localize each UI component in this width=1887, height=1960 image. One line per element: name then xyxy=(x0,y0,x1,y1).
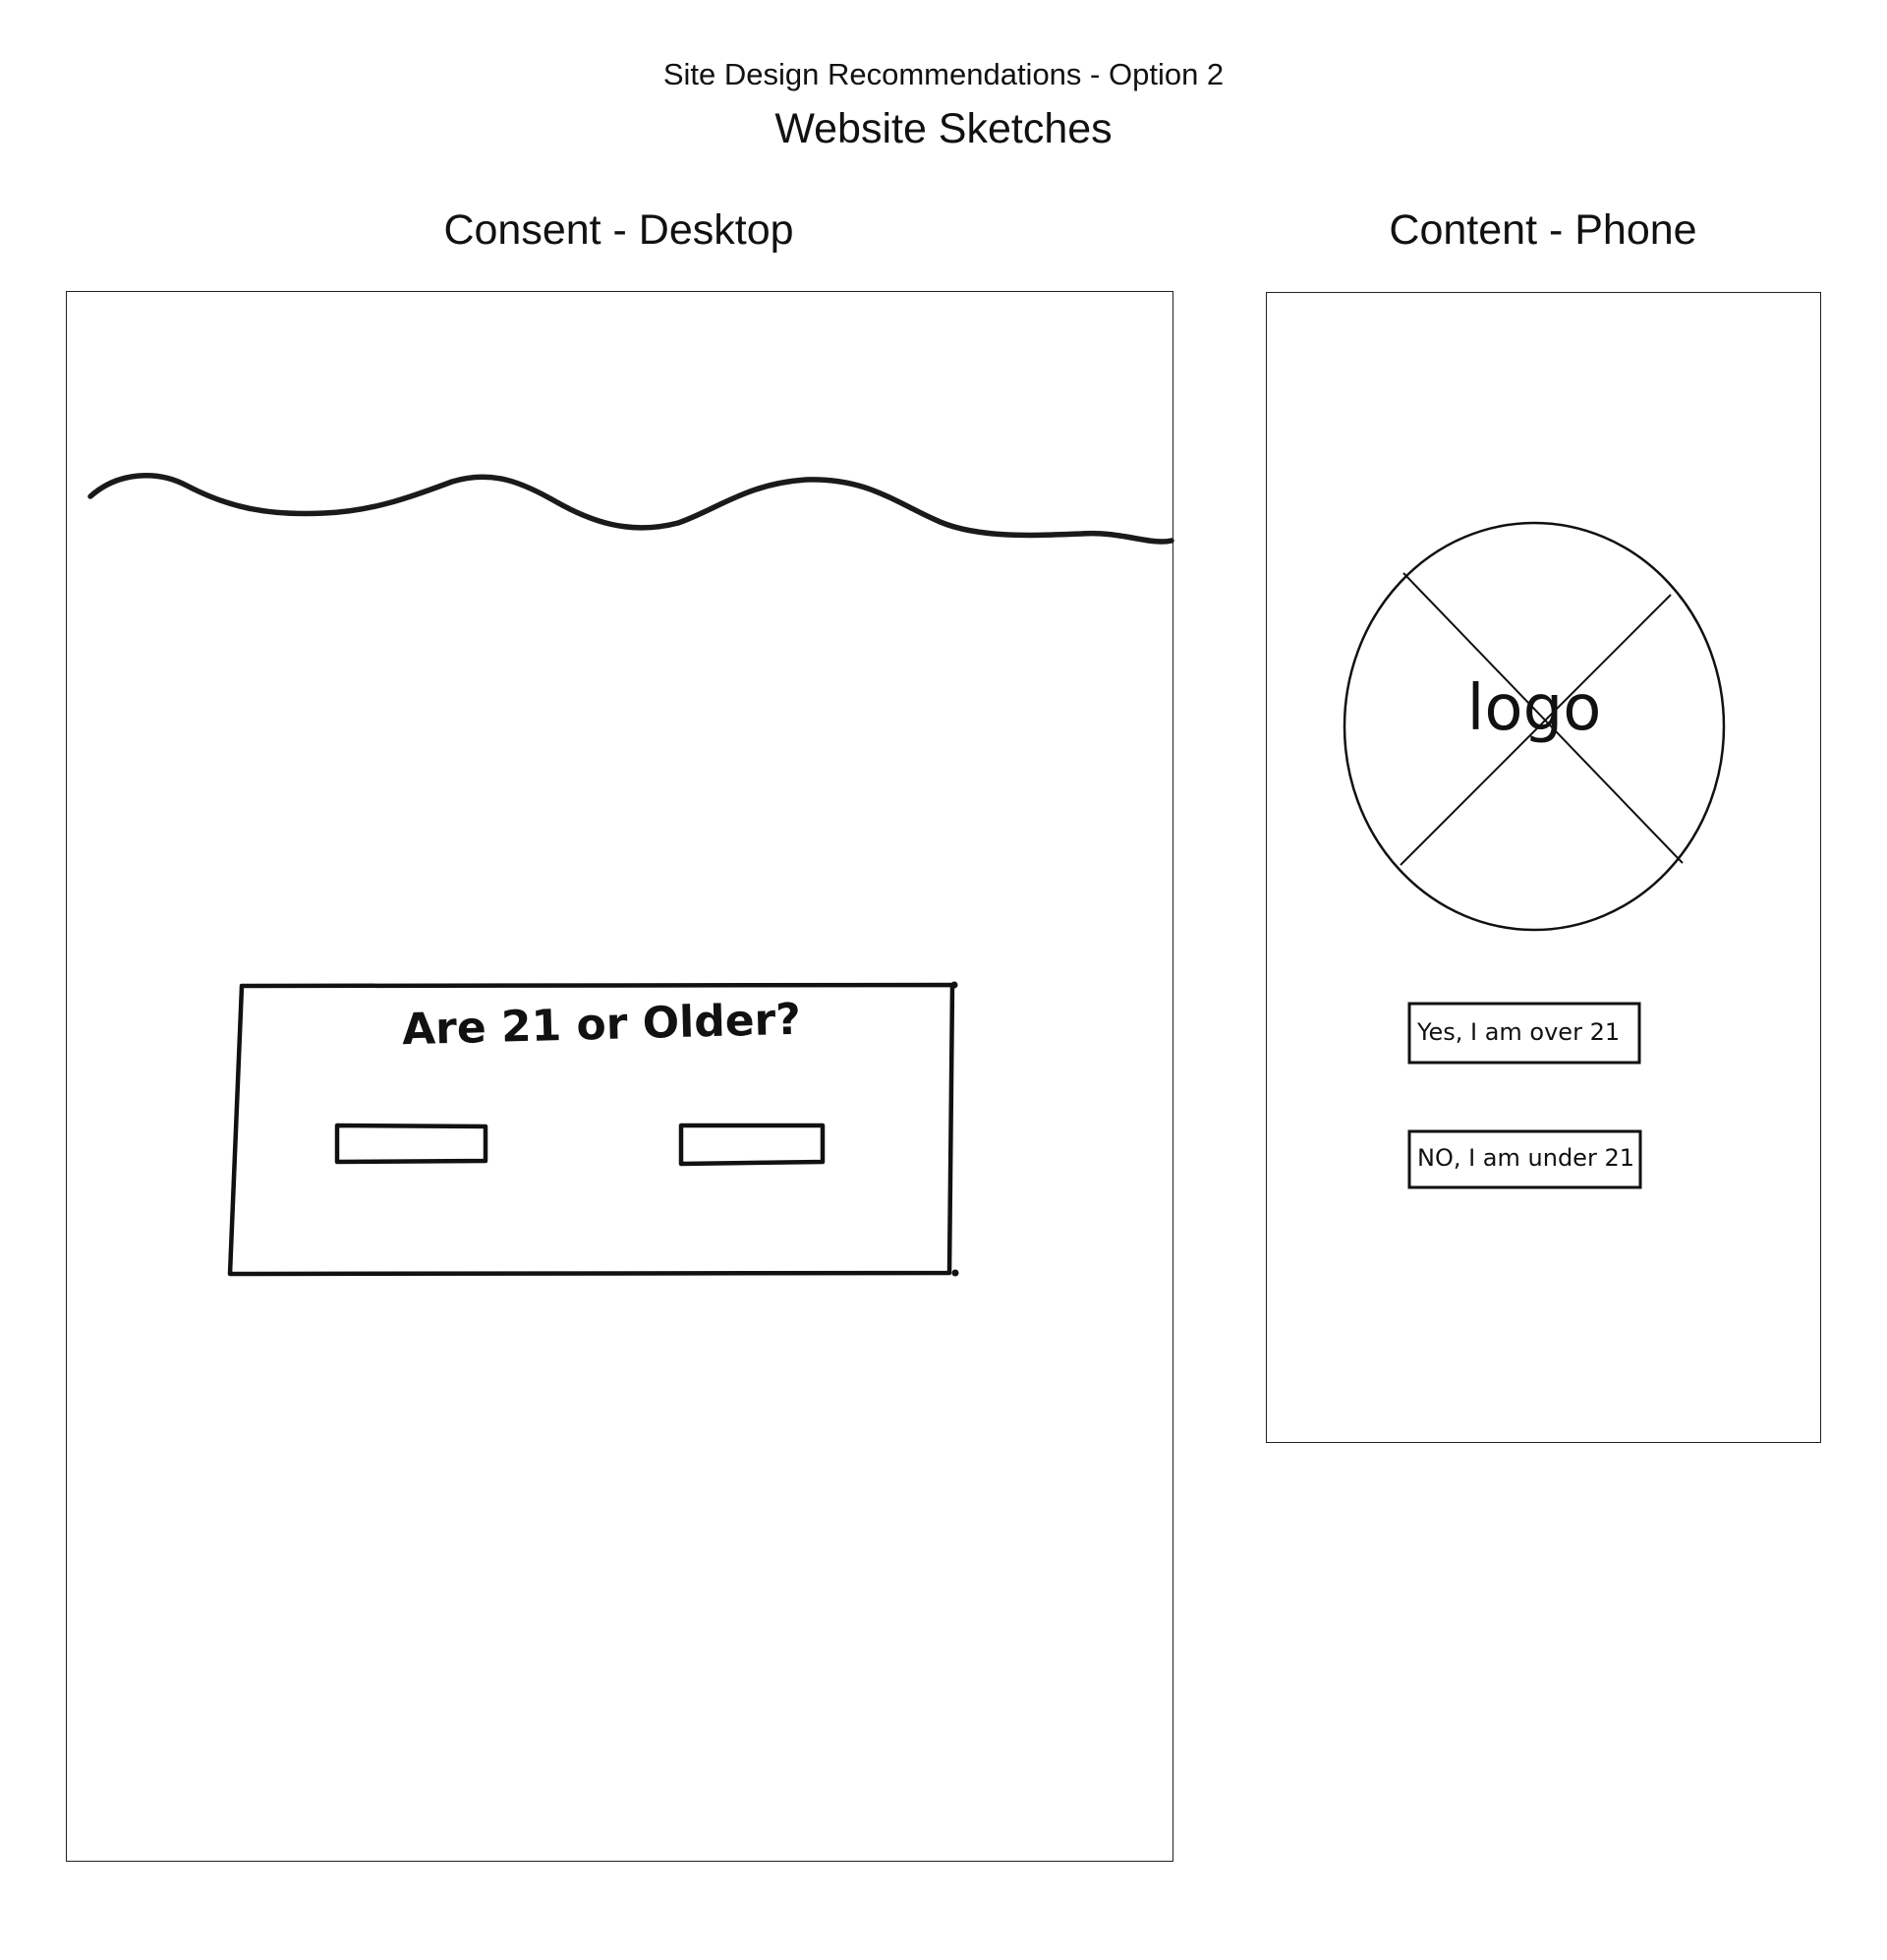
no-under-21-label: NO, I am under 21 xyxy=(1417,1144,1634,1172)
consent-yes-button[interactable] xyxy=(337,1125,486,1162)
page-subtitle: Site Design Recommendations - Option 2 xyxy=(662,57,1225,91)
logo-text: logo xyxy=(1466,672,1602,745)
wavy-header-line xyxy=(90,476,1172,542)
phone-panel-label: Content - Phone xyxy=(1389,206,1697,254)
yes-over-21-label: Yes, I am over 21 xyxy=(1417,1018,1621,1046)
consent-no-button[interactable] xyxy=(681,1125,823,1164)
page-title: Website Sketches xyxy=(774,105,1113,152)
consent-prompt: Are 21 or Older? xyxy=(401,994,802,1056)
desktop-panel-label: Consent - Desktop xyxy=(443,206,794,254)
